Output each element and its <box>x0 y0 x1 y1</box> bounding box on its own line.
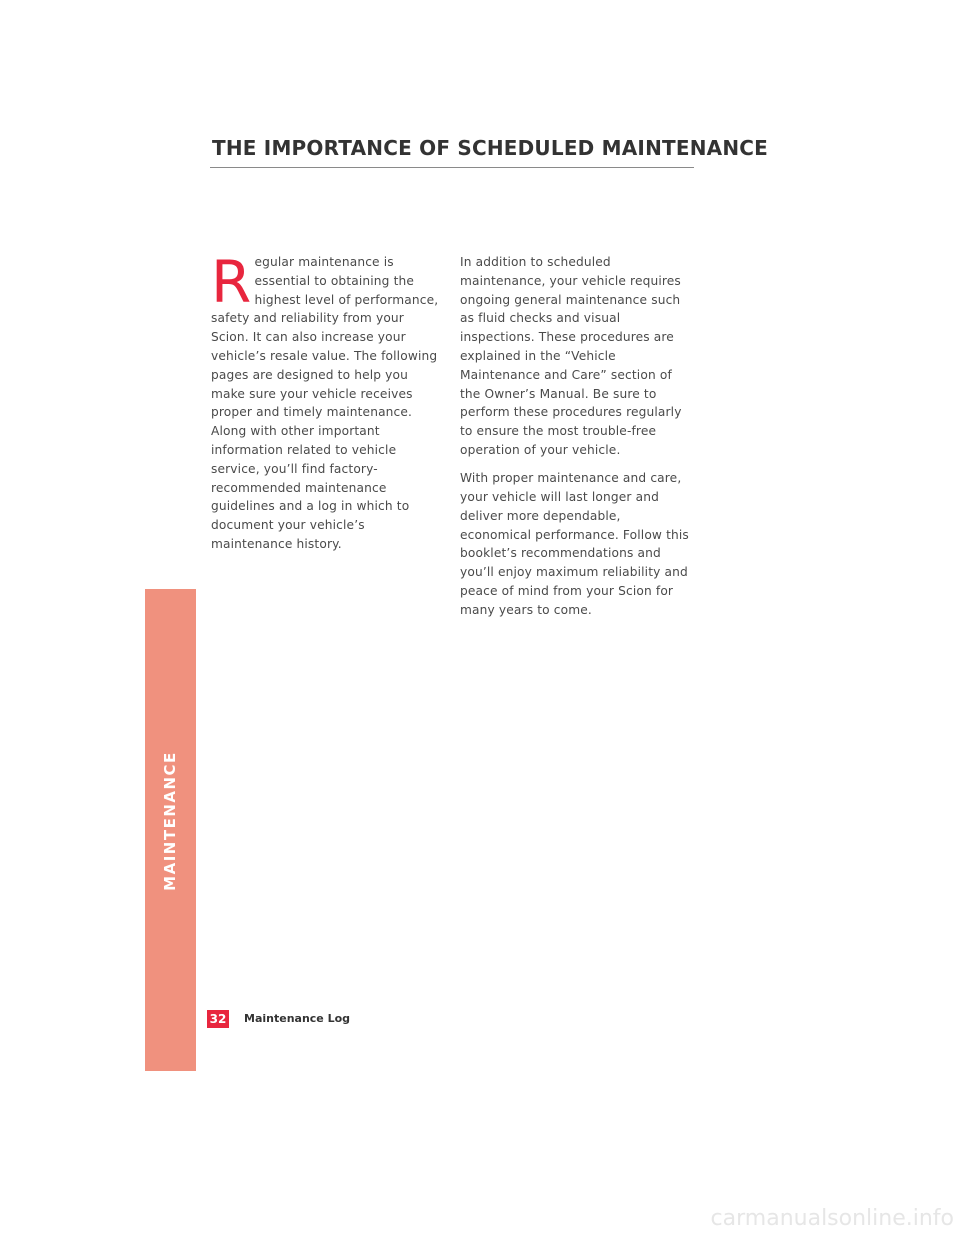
title-divider <box>210 167 694 168</box>
footer-section-label: Maintenance Log <box>244 1012 351 1025</box>
page-title: THE IMPORTANCE OF SCHEDULED MAINTENANCE <box>212 136 769 160</box>
right-column <box>460 253 692 629</box>
intro-paragraph-text: egular maintenance is essential to obtaining the highest level of performance, safety and reliability from your Scion. It can also increase your vehicle’s resale value. The following pages are designed to help you make sure your vehicle receives proper and timely maintenance. Along with other important information related to vehicle service, you’ll find factory-recommended maintenance guidelines and a log in which to document your vehicle’s maintenance history. <box>211 255 439 551</box>
intro-paragraph <box>211 248 444 554</box>
drop-cap: R <box>211 248 252 316</box>
left-column <box>211 248 444 563</box>
section-tab-label: MAINTENANCE <box>161 751 179 891</box>
page-number-badge: 32 <box>207 1010 229 1028</box>
closing-paragraph: With proper maintenance and care, your vehicle will last longer and deliver more dependable, economical performance. Follow this booklet’s recommendations and you’ll enjoy maximum reliability and peace of mind from your Scion for many years to come. <box>460 471 689 617</box>
section-tab <box>145 589 196 1071</box>
general-maintenance-paragraph: In addition to scheduled maintenance, your vehicle requires ongoing general maintenance such as fluid checks and visual inspections. These procedures are explained in the “Vehicle Maintenance and Care” section of the Owner’s Manual. Be sure to perform these procedures regularly to ensure the most trouble-free operation of your vehicle. <box>460 255 682 457</box>
watermark: carmanualsonline.info <box>710 1206 954 1231</box>
